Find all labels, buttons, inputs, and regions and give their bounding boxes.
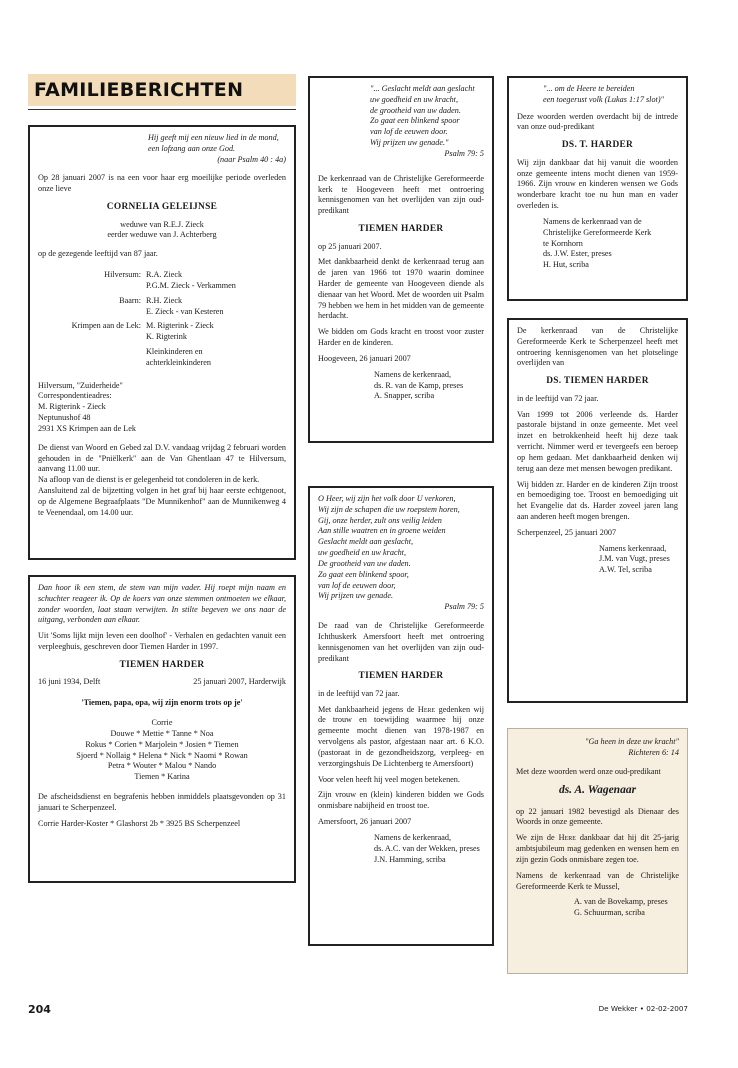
signature-line: A. van de Bovekamp, preses <box>574 897 668 907</box>
deceased-name: DS. T. HARDER <box>561 140 634 151</box>
quote-line: Hij geeft mij een nieuw lied in de mond, <box>148 133 279 142</box>
deceased-name: DS. TIEMEN HARDER <box>546 376 649 387</box>
signature-line: Christelijke Gereformeerde Kerk <box>543 227 652 237</box>
family-row <box>38 270 286 292</box>
family-line: Rokus * Corien * Marjolein * Josien * Tiemen <box>85 739 239 749</box>
page-number: 204 <box>28 1003 51 1016</box>
quote-line: van lof de eeuwen door, <box>318 580 396 590</box>
address-line: Correspondentieadres: <box>38 391 112 401</box>
place-date: Amersfoort, 26 januari 2007 <box>318 817 412 827</box>
opening-quote <box>517 84 678 106</box>
obituary-hoogeveen <box>308 76 494 443</box>
place-date: Hoogeveen, 26 januari 2007 <box>318 353 411 363</box>
family-line: Sjoerd * Nollaig * Helena * Nick * Naomi * Rowan <box>76 750 248 760</box>
body-text: Wij bidden zr. Harder en de kinderen Zijn troost en bemoediging toe. Troost en bemoediging uit het Evangelie dat ds. Harder zoveel jaren lang aan anderen heeft mogen brengen. <box>517 479 678 521</box>
signature-line: J.M. van Vugt, preses <box>599 554 670 564</box>
intro-text: Deze woorden werden overdacht bij de intrede van onze oud-predikant <box>517 111 678 132</box>
widow-line: weduwe van R.E.J. Zieck <box>120 219 204 229</box>
family-row <box>38 347 286 369</box>
signature-line: A.W. Tel, scriba <box>599 565 652 575</box>
family-row <box>38 321 286 343</box>
intro-text: Op 28 januari 2007 is na een voor haar erg moeilijke periode overleden onze lieve <box>38 173 286 194</box>
source-text: Uit 'Soms lijkt mijn leven een doolhof' - Verhalen en gedachten vanuit een verpleeghuis, geschreven door Tiemen Harder in 1997. <box>38 631 286 652</box>
publication-info: De Wekker • 02-02-2007 <box>598 1004 688 1013</box>
quote-line: van lof de eeuwen door. <box>370 127 448 137</box>
quote-line: "Ga heen in deze uw kracht" <box>585 737 679 746</box>
body-text: Met dankbaarheid denkt de kerkenraad terug aan de jaren van 1966 tot 1970 waarin dominee Harder de gemeente van Hoogeveen diende als dienaar van het Woord. Met de woorden uit Psalm 79 hebben we hem in het midden van de gemeente herdacht. <box>318 257 484 321</box>
family-line: Corrie <box>151 718 173 728</box>
body-text-part: We zijn de <box>516 833 559 843</box>
quote-line: Wij prijzen uw genade. <box>318 591 394 601</box>
age-text: op de gezegende leeftijd van 87 jaar. <box>38 249 158 259</box>
quote-line: "... om de Heere te bereiden <box>543 84 635 93</box>
quote-line: een toegerust volk (Lukas 1:17 slot)" <box>543 94 664 104</box>
family-name: R.A. Zieck <box>146 270 183 280</box>
address-line: Hilversum, "Zuiderheide" <box>38 380 123 390</box>
deceased-name: TIEMEN HARDER <box>119 659 205 670</box>
quote-line: Geslacht meldt aan geslacht, <box>318 537 414 547</box>
signature-block <box>517 544 678 576</box>
family-name: P.G.M. Zieck - Verkammen <box>146 280 236 290</box>
body-text <box>516 833 679 865</box>
quote-line: uw goedheid en uw kracht, <box>318 548 406 558</box>
quote-line: Zo gaat een blinkend spoor <box>370 116 460 126</box>
family-name: M. Rigterink - Zieck <box>146 321 214 331</box>
quote-line: Wij zijn de schapen die uw roepstem horen, <box>318 504 460 514</box>
signature-line: ds. A.C. van der Wekken, preses <box>374 843 480 853</box>
family-place: Baarn: <box>119 295 141 305</box>
opening-quote <box>318 84 484 160</box>
section-title: FAMILIEBERICHTEN <box>34 79 244 101</box>
family-name: E. Zieck - van Kesteren <box>146 306 224 316</box>
section-header <box>28 74 296 106</box>
deceased-name: TIEMEN HARDER <box>358 224 444 235</box>
family-line: Petra * Wouter * Malou * Nando <box>107 761 217 771</box>
body-text-part: Here <box>417 704 436 714</box>
address-line: 2931 XS Krimpen aan de Lek <box>38 423 136 433</box>
body-text: Zijn vrouw en (klein) kinderen bidden we Gods onmisbare nabijheid en troost toe. <box>318 790 484 811</box>
intro-text: De raad van de Christelijke Gereformeerde Ichthuskerk Amersfoort heeft met ontroering kennisgenomen van het overlijden van zijn oud-predikant <box>318 621 484 663</box>
quote-line: De grootheid van uw daden. <box>318 558 411 568</box>
obituary-tiemen-harder-family <box>28 575 296 883</box>
signature-line: ds. R. van de Kamp, preses <box>374 380 464 390</box>
deceased-name: CORNELIA GELEIJNSE <box>106 202 218 213</box>
quote-line: uw goedheid en uw kracht, <box>370 94 458 104</box>
quote-line: Gij, onze herder, zult ons veilig leiden <box>318 515 442 525</box>
opening-quote <box>38 133 286 165</box>
date-text: op 25 januari 2007. <box>318 241 382 251</box>
signature-line: ds. J.W. Ester, preses <box>543 249 612 259</box>
quote-line: de grootheid van uw daden. <box>370 105 461 115</box>
quote-line: Aan stille waatren en in groene weiden <box>318 526 446 536</box>
body-text-part: Here <box>558 833 576 843</box>
family-place: Krimpen aan de Lek: <box>71 321 141 331</box>
intro-text: De kerkenraad van de Christelijke Gereformeerde Kerk te Scherpenzeel heeft met ontroering kennisgenomen van het plotselinge overlijden van <box>517 326 678 368</box>
quote-line: "... Geslacht meldt aan geslacht <box>370 84 475 93</box>
family-place: Hilversum: <box>104 270 141 280</box>
body-text-part: Met dankbaarheid jegens de <box>318 704 418 714</box>
address-block <box>38 381 286 435</box>
obituary-scherpenzeel <box>507 318 688 703</box>
quote-line: Wij prijzen uw genade." <box>370 138 449 148</box>
quote-reference: Psalm 79: 5 <box>444 148 484 158</box>
signature-block <box>516 897 679 919</box>
honoree-name: ds. A. Wagenaar <box>558 784 637 797</box>
signature-line: A. Snapper, scriba <box>374 391 435 401</box>
birth-date: 16 juni 1934, Delft <box>38 677 101 687</box>
address-line: Neptunushof 48 <box>38 413 91 423</box>
signature-line: te Kornhorn <box>543 238 583 248</box>
family-list <box>38 718 286 783</box>
address-line: M. Rigterink - Zieck <box>38 402 106 412</box>
tagline: 'Tiemen, papa, opa, wij zijn enorm trots op je' <box>81 698 243 708</box>
service-text: De dienst van Woord en Gebed zal D.V. vandaag vrijdag 2 februari worden gehouden in de "Pniëlkerk" aan de Van Ghentlaan 47 te Hilversum, aanvang 11.00 uur. <box>38 442 286 474</box>
obituary-amersfoort <box>308 486 494 946</box>
place-date: Scherpenzeel, 25 januari 2007 <box>517 527 617 537</box>
signature-line: Namens de kerkenraad, <box>374 832 452 842</box>
widow-line: eerder weduwe van J. Achterberg <box>107 230 217 240</box>
body-text: We bidden om Gods kracht en troost voor zuster Harder en de kinderen. <box>318 327 484 348</box>
burial-text: Aansluitend zal de bijzetting volgen in het graf bij haar eerste echtgenoot, op de Algemene Begraafplaats "De Munnikenhof" aan de Munnikenweg 4 te Veenendaal, om 14.00 uur. <box>38 486 286 517</box>
quote-reference: Psalm 79: 5 <box>444 602 484 612</box>
body-text: op 22 januari 1982 bevestigd als Dienaar des Woords in onze gemeente. <box>516 806 679 827</box>
family-place <box>38 347 141 369</box>
quote-reference: Richteren 6: 14 <box>628 747 679 757</box>
opening-quote <box>318 494 484 613</box>
contact-address: Corrie Harder-Koster * Glashorst 2b * 3925 BS Scherpenzeel <box>38 818 241 828</box>
family-line: Tiemen * Karina <box>134 772 190 782</box>
signature-line: J.N. Hamming, scriba <box>374 854 446 864</box>
opening-quote: Dan hoor ik een stem, de stem van mijn vader. Hij roept mijn naam en schuchter reageer ik. Op de koers van onze stemmen ontmoeten we elkaar, zonder woorden, laat staan verwijten. In stilte begeven we ons naar de uitgang, verbonden aan elkaar. <box>38 583 286 625</box>
service-text: De afscheidsdienst en begrafenis hebben inmiddels plaatsgevonden op 31 januari te Scherpenzeel. <box>38 792 286 812</box>
jubilee-notice-mussel <box>507 728 688 974</box>
family-name: R.H. Zieck <box>146 295 183 305</box>
body-text: Van 1999 tot 2006 verleende ds. Harder pastorale bijstand in onze gemeente. Met veel inzet en betrokkenheid heeft hij deze taak verricht. Nimmer werd er tevergeefs een beroep op hem gedaan. Met dankbaarheid denken wij terug aan deze met mensen bewogen predikant. <box>517 409 678 473</box>
quote-line: O Heer, wij zijn het volk door U verkoren, <box>318 494 456 503</box>
opening-quote <box>516 737 679 759</box>
condolence-text: Na afloop van de dienst is er gelegenheid tot condoleren in de kerk. <box>38 475 260 485</box>
body-text-part: gedenken wij de trouw en toewijding waarmee hij onze gemeente mocht dienen van 1978-1987 en vervolgens als pastor, afgestaan naar art. 6 K.O. (pastoraat in de gezondheidszorg, verpleeg- en verzorgingshuis De Lichtenberg te Amersfoort) <box>318 704 484 768</box>
signature-line: Namens kerkenraad, <box>599 543 667 553</box>
quote-line: een lofzang aan onze God. <box>148 143 236 153</box>
life-dates <box>38 677 286 688</box>
signature-line: Namens de kerkenraad, <box>374 369 452 379</box>
body-text: Namens de kerkenraad van de Christelijke Gereformeerde Kerk te Mussel, <box>516 870 679 891</box>
death-date: 25 januari 2007, Harderwijk <box>193 677 286 687</box>
widow-info <box>38 220 286 242</box>
intro-text: De kerkenraad van de Christelijke Gereformeerde kerk te Hoogeveen heeft met ontroering kennisgenomen van het overlijden van zijn oud-predikant <box>318 173 484 216</box>
quote-line: Zo gaat een blinkend spoor, <box>318 569 409 579</box>
signature-block <box>318 370 484 402</box>
quote-reference: (naar Psalm 40 : 4a) <box>217 154 286 164</box>
signature-block <box>318 833 484 865</box>
intro-text: Met deze woorden werd onze oud-predikant <box>516 766 661 776</box>
body-text: Wij zijn dankbaar dat hij vanuit die woorden onze gemeente intens mocht dienen van 1959-1966. Zijn vrouw en kinderen wensen we Gods wonderbare kracht toe nu hun man en vader overleden is. <box>517 157 678 211</box>
family-name: Kleinkinderen en <box>146 347 203 356</box>
body-text-part: dankbaar dat hij dit 25-jarig ambtsjubileum mag gedenken en wensen hem en zijn gezin Gods onmisbare zegen toe. <box>516 833 679 864</box>
age-text: in de leeftijd van 72 jaar. <box>318 688 400 698</box>
signature-line: Namens de kerkenraad van de <box>543 216 642 226</box>
body-text <box>318 705 484 770</box>
age-text: in de leeftijd van 72 jaar. <box>517 393 599 403</box>
deceased-name: TIEMEN HARDER <box>358 671 444 682</box>
family-name: achterkleinkinderen <box>146 357 212 367</box>
family-name: K. Rigterink <box>146 332 187 342</box>
signature-line: G. Schuurman, scriba <box>574 908 645 918</box>
obituary-cornelia-geleijnse <box>28 125 296 560</box>
signature-block <box>517 217 678 271</box>
obituary-kornhorn <box>507 76 688 301</box>
family-row <box>38 296 286 318</box>
header-divider <box>28 109 296 110</box>
body-text: Voor velen heeft hij veel mogen betekenen. <box>318 774 460 784</box>
signature-line: H. Hut, scriba <box>543 260 589 270</box>
family-line: Douwe * Mettie * Tanne * Noa <box>110 728 214 738</box>
